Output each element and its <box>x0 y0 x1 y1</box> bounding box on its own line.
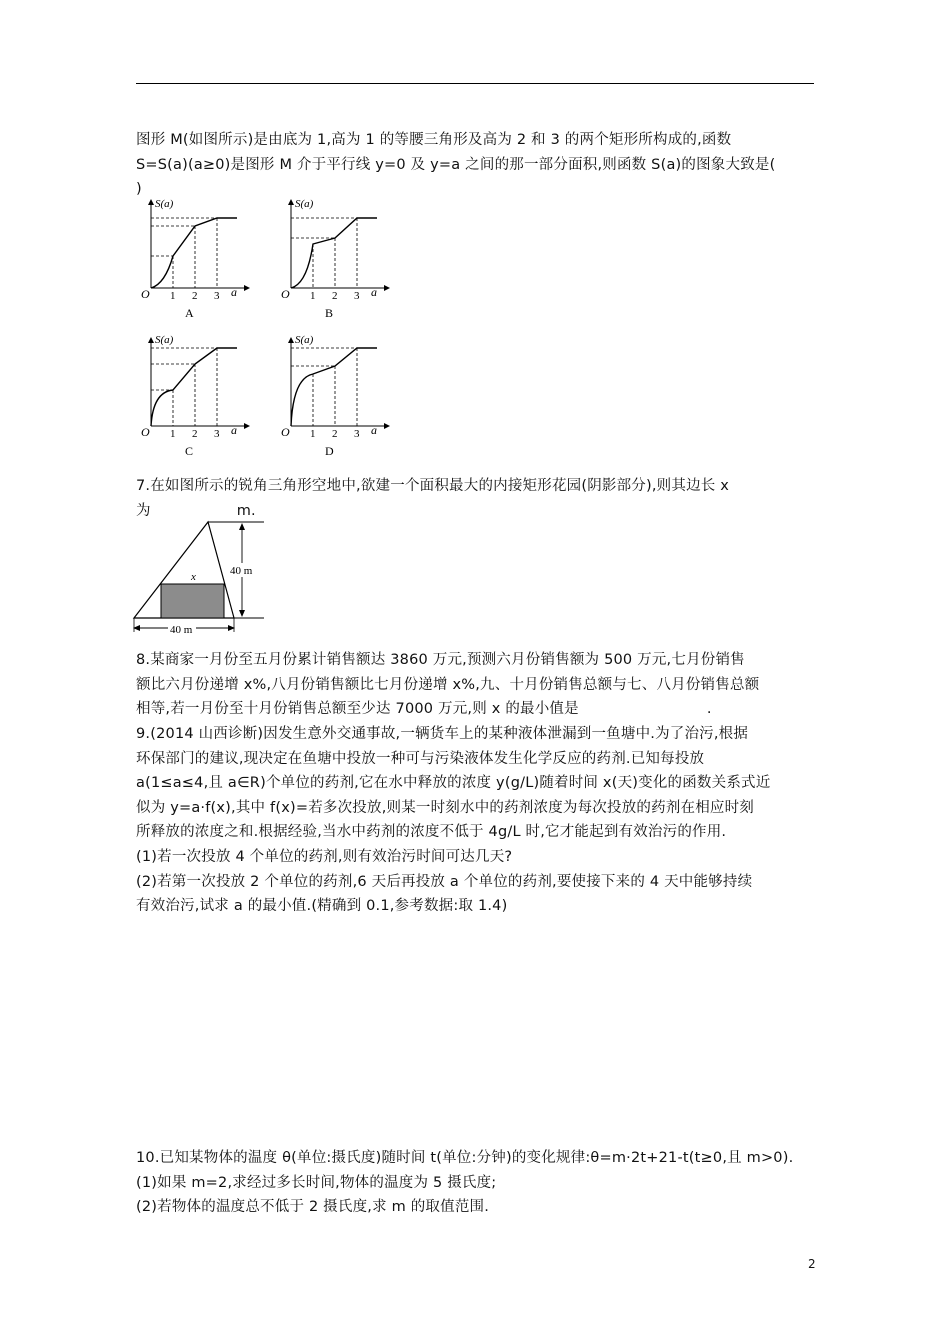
x-label: x <box>191 571 196 583</box>
option-graphs <box>133 196 393 470</box>
q9-line-3: a(1≤a≤4,且 a∈R)个单位的药剂,它在水中释放的浓度 y(g/L)随着时间 x(天)变化的函数关系式近 <box>136 775 771 792</box>
graph-d-letter: D <box>325 444 334 458</box>
graph-d-xlabel: a <box>371 423 377 437</box>
graph-d-origin: O <box>281 425 290 439</box>
graph-a-tick-3: 3 <box>214 290 220 302</box>
graph-a-letter: A <box>185 306 194 320</box>
q8-line-3-suffix: . <box>706 701 712 718</box>
q6-line-2: S=S(a)(a≥0)是图形 M 介于平行线 y=0 及 y=a 之间的那一部分面积,则函数 S(a)的图象大致是( <box>136 156 776 173</box>
q9-line-4: 似为 y=a·f(x),其中 f(x)=若多次投放,则某一时刻水中的药剂浓度为每次投放的药剂在相应时刻 <box>136 799 755 816</box>
graph-a-xlabel: a <box>231 285 237 299</box>
graph-d-tick-3: 3 <box>354 428 360 440</box>
graph-d-tick-2: 2 <box>332 428 338 440</box>
q9-line-1: 9.(2014 山西诊断)因发生意外交通事故,一辆货车上的某种液体泄漏到一鱼塘中.为了治污,根据 <box>136 726 749 742</box>
graph-b-tick-1: 1 <box>310 290 316 302</box>
height-label: 40 m <box>230 565 253 577</box>
page-number: 2 <box>808 1257 816 1271</box>
q6-line-1: 图形 M(如图所示)是由底为 1,高为 1 的等腰三角形及高为 2 和 3 的两个矩形所构成的,函数 <box>136 132 732 148</box>
graph-b-tick-2: 2 <box>332 290 338 302</box>
question-8 <box>136 648 816 722</box>
graph-b-xlabel: a <box>371 285 377 299</box>
graph-c <box>141 334 249 458</box>
q8-line-2: 额比六月份递增 x%,八月份销售额比七月份递增 x%,九、十月份销售总额与七、八月份销售总额 <box>136 676 760 693</box>
q9-line-2: 环保部门的建议,现决定在鱼塘中投放一种可与污染液体发生化学反应的药剂.已知每投放 <box>136 750 705 767</box>
graph-c-letter: C <box>185 444 194 458</box>
graph-a <box>141 198 249 320</box>
graph-b <box>281 198 389 320</box>
graph-d-tick-1: 1 <box>310 428 316 440</box>
q9-part-2-line-2: 有效治污,试求 a 的最小值.(精确到 0.1,参考数据:取 1.4) <box>136 898 508 915</box>
question-10 <box>136 1146 816 1220</box>
graph-c-ylabel: S(a) <box>155 334 174 346</box>
graph-c-origin: O <box>141 425 150 439</box>
graph-c-tick-3: 3 <box>214 428 220 440</box>
graph-a-tick-1: 1 <box>170 290 176 302</box>
question-6 <box>136 128 816 202</box>
header-rule <box>136 83 814 84</box>
q7-line-1: 7.在如图所示的锐角三角形空地中,欲建一个面积最大的内接矩形花园(阴影部分),则其边长 x <box>136 478 730 494</box>
q6-line-3: ) <box>136 181 142 198</box>
q9-line-5: 所释放的浓度之和.根据经验,当水中药剂的浓度不低于 4g/L 时,它才能起到有效治污的作用. <box>136 824 727 841</box>
graph-b-origin: O <box>281 287 290 301</box>
graph-b-letter: B <box>325 306 334 320</box>
graph-d <box>281 334 389 458</box>
base-label: 40 m <box>170 624 193 636</box>
q9-part-2-line-1: (2)若第一次投放 2 个单位的药剂,6 天后再投放 a 个单位的药剂,要使接下来的 4 天中能够持续 <box>136 873 753 890</box>
graph-d-ylabel: S(a) <box>295 334 314 346</box>
graph-a-tick-2: 2 <box>192 290 198 302</box>
graph-b-ylabel: S(a) <box>295 198 314 210</box>
question-7 <box>136 474 816 523</box>
graph-a-origin: O <box>141 287 150 301</box>
q7-line-2-prefix: 为 <box>136 502 151 519</box>
graph-c-tick-2: 2 <box>192 428 198 440</box>
q10-part-1: (1)如果 m=2,求经过多长时间,物体的温度为 5 摄氏度; <box>136 1174 497 1191</box>
graph-c-xlabel: a <box>231 423 237 437</box>
q8-line-3-prefix: 相等,若一月份至十月份销售总额至少达 7000 万元,则 x 的最小值是 <box>136 701 579 718</box>
q10-line-1: 10.已知某物体的温度 θ(单位:摄氏度)随时间 t(单位:分钟)的变化规律:θ=m·2t+21-t(t≥0,且 m>0). <box>136 1150 794 1166</box>
graph-b-tick-3: 3 <box>354 290 360 302</box>
graph-c-tick-1: 1 <box>170 428 176 440</box>
q7-line-2-suffix: m. <box>236 502 256 519</box>
question-9 <box>136 722 816 919</box>
q10-part-2: (2)若物体的温度总不低于 2 摄氏度,求 m 的取值范围. <box>136 1199 490 1216</box>
q8-line-3 <box>136 697 816 722</box>
q9-part-1: (1)若一次投放 4 个单位的药剂,则有效治污时间可达几天? <box>136 848 513 865</box>
graph-a-ylabel: S(a) <box>155 198 174 210</box>
triangle-figure <box>130 518 270 646</box>
q8-line-1: 8.某商家一月份至五月份累计销售额达 3860 万元,预测六月份销售额为 500 万元,七月份销售 <box>136 652 745 668</box>
